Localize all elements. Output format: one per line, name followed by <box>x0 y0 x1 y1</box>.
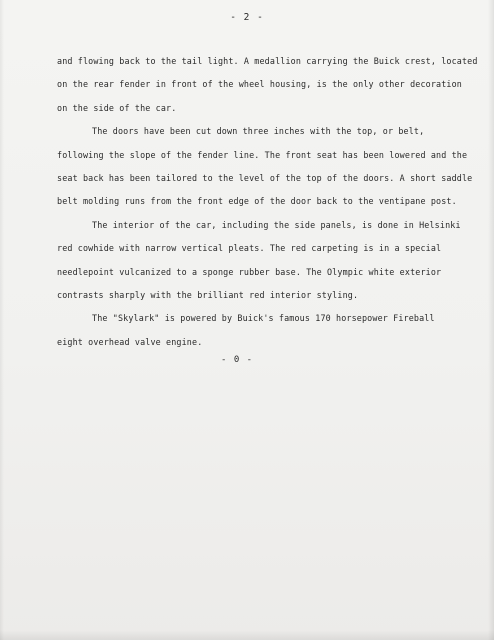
text-line: red cowhide with narrow vertical pleats. The red carpeting is in a special <box>57 243 442 254</box>
text-line: following the slope of the fender line. The front seat has been lowered and the <box>57 149 468 160</box>
text-line: The interior of the car, including the side panels, is done in Helsinki <box>92 219 461 230</box>
text-line: eight overhead valve engine. <box>57 336 203 347</box>
text-line: contrasts sharply with the brilliant red interior styling. <box>57 289 359 300</box>
paper-edge-shadow-right <box>488 0 494 640</box>
end-mark: - 0 - <box>221 355 254 365</box>
text-line: on the side of the car. <box>57 102 177 113</box>
text-line: and flowing back to the tail light. A medallion carrying the Buick crest, located <box>57 56 478 66</box>
text-line: The doors have been cut down three inches with the top, or belt, <box>92 126 425 137</box>
paper-edge-shadow-bottom <box>0 630 494 640</box>
text-line: on the rear fender in front of the wheel housing, is the only other decoration <box>57 79 462 90</box>
paragraph-4 <box>57 307 457 354</box>
text-line: The "Skylark" is powered by Buick's famous 170 horsepower Fireball <box>92 313 435 324</box>
text-line: seat back has been tailored to the level of the top of the doors. A short saddle <box>57 172 473 183</box>
body-text <box>57 50 478 354</box>
text-line: belt molding runs from the front edge of the door back to the ventipane post. <box>57 196 457 207</box>
page-number: - 2 - <box>230 12 264 23</box>
paper-edge-shadow-left <box>0 0 4 640</box>
text-line: needlepoint vulcanized to a sponge rubber base. The Olympic white exterior <box>57 266 442 277</box>
paragraph-1 <box>57 50 478 120</box>
paragraph-2 <box>57 120 473 214</box>
paragraph-3 <box>57 214 461 308</box>
